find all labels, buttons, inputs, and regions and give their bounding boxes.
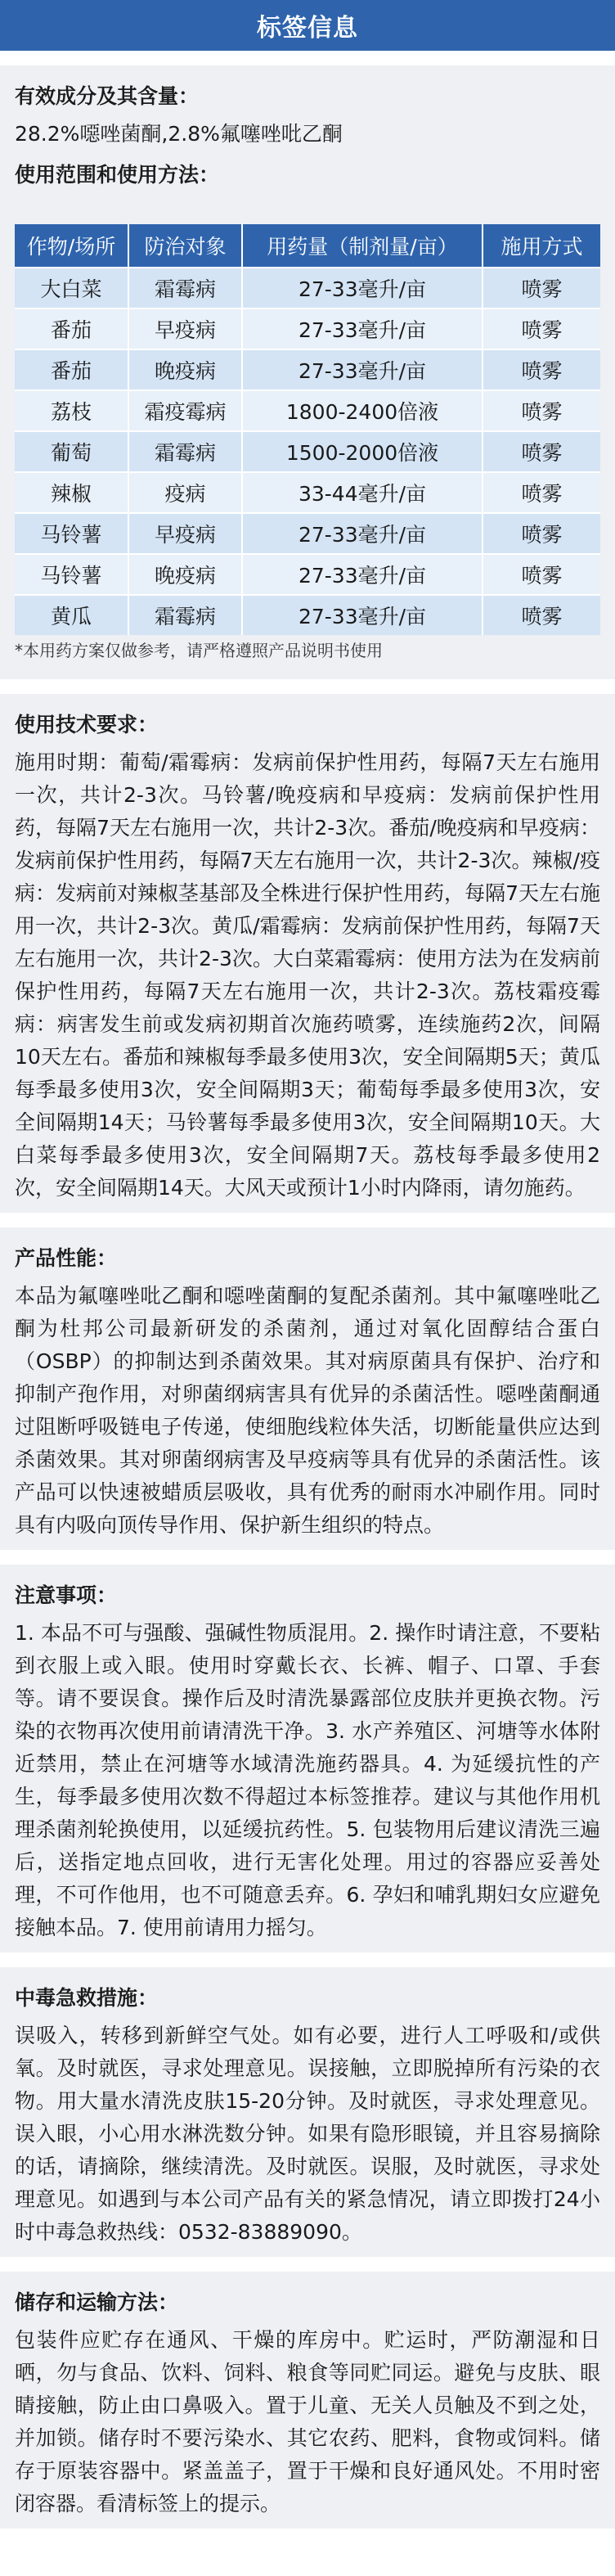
first-aid-body: 误吸入，转移到新鲜空气处。如有必要，进行人工呼吸和/或供氧。及时就医，寻求处理意见。误接触，立即脱掉所有污染的衣物。用大量水清洗皮肤15-20分钟。及时就医，寻求处理意见。误入眼，小心用水淋洗数分钟。如果有隐形眼镜，并且容易摘除的话，请摘除，继续清洗。及时就医。误服，及时就医，寻求处理意见。如遇到与本公司产品有关的紧急情况，请立即拨打24小时中毒急救热线：0532-83889090。 (15, 2024, 600, 2244)
table-row (15, 268, 600, 308)
performance-title: 产品性能： (15, 1246, 118, 1270)
table-header-target: 防治对象 (128, 224, 242, 268)
technique-title: 使用技术要求： (15, 713, 159, 736)
table-row (15, 472, 600, 513)
technique-body: 施用时期：葡萄/霜霉病：发病前保护性用药，每隔7天左右施用一次，共计2-3次。马铃薯/晚疫病和早疫病：发病前保护性用药，每隔7天左右施用一次，共计2-3次。番茄/晚疫病和早疫病：发病前保护性用药，每隔7天左右施用一次，共计2-3次。辣椒/疫病：发病前对辣椒茎基部及全株进行保护性用药，每隔7天左右施用一次，共计2-3次。黄瓜/霜霉病：发病前保护性用药，每隔7天左右施用一次，共计2-3次。大白菜霜霉病：使用方法为在发病前保护性用药，每隔7天左右施用一次，共计2-3次。荔枝霜疫霉病：病害发生前或发病初期首次施药喷雾，连续施药2次，间隔10天左右。番茄和辣椒每季最多使用3次，安全间隔期5天；黄瓜每季最多使用3次，安全间隔期3天；葡萄每季最多使用3次，安全间隔期14天；马铃薯每季最多使用3次，安全间隔期10天。大白菜每季最多使用3次，安全间隔期7天。荔枝每季最多使用2次，安全间隔期14天。大风天或预计1小时内降雨，请勿施药。 (15, 750, 600, 1200)
table-row (15, 349, 600, 390)
table-row (15, 513, 600, 554)
storage-section (0, 2257, 615, 2529)
table-cell-crop: 荔枝 (15, 390, 128, 431)
page-title: 标签信息 (257, 14, 358, 43)
table-cell-target: 霜疫霉病 (128, 390, 242, 431)
page-header (0, 0, 615, 51)
first-aid-section (0, 1952, 615, 2257)
table-cell-method: 喷雾 (483, 390, 600, 431)
first-aid-title: 中毒急救措施： (15, 1986, 159, 2010)
table-row (15, 431, 600, 472)
table-row (15, 390, 600, 431)
table-row (15, 554, 600, 595)
table-cell-crop: 番茄 (15, 349, 128, 390)
precautions-title: 注意事项： (15, 1583, 118, 1607)
precautions-section (0, 1550, 615, 1952)
table-cell-target: 早疫病 (128, 513, 242, 554)
table-cell-crop: 大白菜 (15, 268, 128, 308)
content (0, 51, 615, 2529)
ingredient-title: 有效成分及其含量： (15, 84, 200, 108)
performance-section (0, 1213, 615, 1550)
table-cell-method: 喷雾 (483, 308, 600, 349)
table-header-crop: 作物/场所 (15, 224, 128, 268)
table-cell-crop: 番茄 (15, 308, 128, 349)
table-header-dosage: 用药量（制剂量/亩） (242, 224, 483, 268)
table-cell-crop: 葡萄 (15, 431, 128, 472)
table-cell-method: 喷雾 (483, 472, 600, 513)
table-cell-dosage: 27-33毫升/亩 (242, 554, 483, 595)
table-cell-dosage: 27-33毫升/亩 (242, 349, 483, 390)
table-cell-target: 晚疫病 (128, 349, 242, 390)
table-cell-target: 早疫病 (128, 308, 242, 349)
table-cell-crop: 马铃薯 (15, 554, 128, 595)
ingredient-body: 28.2%噁唑菌酮,2.8%氟噻唑吡乙酮 (15, 122, 343, 146)
table-cell-crop: 马铃薯 (15, 513, 128, 554)
usage-table-header-row (15, 224, 600, 268)
table-row (15, 308, 600, 349)
table-cell-method: 喷雾 (483, 595, 600, 635)
table-cell-dosage: 27-33毫升/亩 (242, 308, 483, 349)
table-cell-method: 喷雾 (483, 349, 600, 390)
table-header-method: 施用方式 (483, 224, 600, 268)
table-cell-crop: 黄瓜 (15, 595, 128, 635)
table-cell-dosage: 1500-2000倍液 (242, 431, 483, 472)
table-cell-target: 霜霉病 (128, 268, 242, 308)
table-cell-target: 霜霉病 (128, 431, 242, 472)
table-row (15, 595, 600, 635)
table-cell-target: 疫病 (128, 472, 242, 513)
storage-title: 储存和运输方法： (15, 2290, 179, 2314)
table-cell-crop: 辣椒 (15, 472, 128, 513)
table-cell-method: 喷雾 (483, 268, 600, 308)
usage-table (15, 224, 600, 635)
table-cell-dosage: 33-44毫升/亩 (242, 472, 483, 513)
table-cell-dosage: 27-33毫升/亩 (242, 513, 483, 554)
table-cell-dosage: 27-33毫升/亩 (242, 595, 483, 635)
table-cell-target: 晚疫病 (128, 554, 242, 595)
performance-body: 本品为氟噻唑吡乙酮和噁唑菌酮的复配杀菌剂。其中氟噻唑吡乙酮为杜邦公司最新研发的杀菌剂，通过对氧化固醇结合蛋白（OSBP）的抑制达到杀菌效果。其对病原菌具有保护、治疗和抑制产孢作用，对卵菌纲病害具有优异的杀菌活性。噁唑菌酮通过阻断呼吸链电子传递，使细胞线粒体失活，切断能量供应达到杀菌效果。其对卵菌纲病害及早疫病等具有优异的杀菌活性。该产品可以快速被蜡质层吸收，具有优秀的耐雨水冲刷作用。同时具有内吸向顶传导作用、保护新生组织的特点。 (15, 1284, 600, 1537)
table-cell-method: 喷雾 (483, 431, 600, 472)
table-cell-method: 喷雾 (483, 513, 600, 554)
storage-body: 包装件应贮存在通风、干燥的库房中。贮运时，严防潮湿和日晒，勿与食品、饮料、饲料、粮食等同贮同运。避免与皮肤、眼睛接触，防止由口鼻吸入。置于儿童、无关人员触及不到之处，并加锁。储存时不要污染水、其它农药、肥料，食物或饲料。储存于原装容器中。紧盖盖子，置于干燥和良好通风处。不用时密闭容器。看清标签上的提示。 (15, 2328, 600, 2515)
table-cell-method: 喷雾 (483, 554, 600, 595)
usage-table-wrap (0, 206, 615, 671)
ingredient-section (0, 51, 615, 679)
technique-section (0, 679, 615, 1213)
scope-title: 使用范围和使用方法： (15, 163, 220, 187)
table-cell-dosage: 27-33毫升/亩 (242, 268, 483, 308)
precautions-body: 1. 本品不可与强酸、强碱性物质混用。2. 操作时请注意，不要粘到衣服上或入眼。使用时穿戴长衣、长裤、帽子、口罩、手套等。请不要误食。操作后及时清洗暴露部位皮肤并更换衣物。污染的衣物再次使用前请清洗干净。3. 水产养殖区、河塘等水体附近禁用，禁止在河塘等水域清洗施药器具。4. 为延缓抗性的产生，每季最多使用次数不得超过本标签推荐。建议与其他作用机理杀菌剂轮换使用，以延缓抗药性。5. 包装物用后建议清洗三遍后，送指定地点回收，进行无害化处理。用过的容器应妥善处理，不可作他用，也不可随意丢弃。6. 孕妇和哺乳期妇女应避免接触本品。7. 使用前请用力摇匀。 (15, 1621, 600, 1939)
table-cell-dosage: 1800-2400倍液 (242, 390, 483, 431)
usage-note: *本用药方案仅做参考，请严格遵照产品说明书使用 (15, 641, 383, 660)
table-cell-target: 霜霉病 (128, 595, 242, 635)
